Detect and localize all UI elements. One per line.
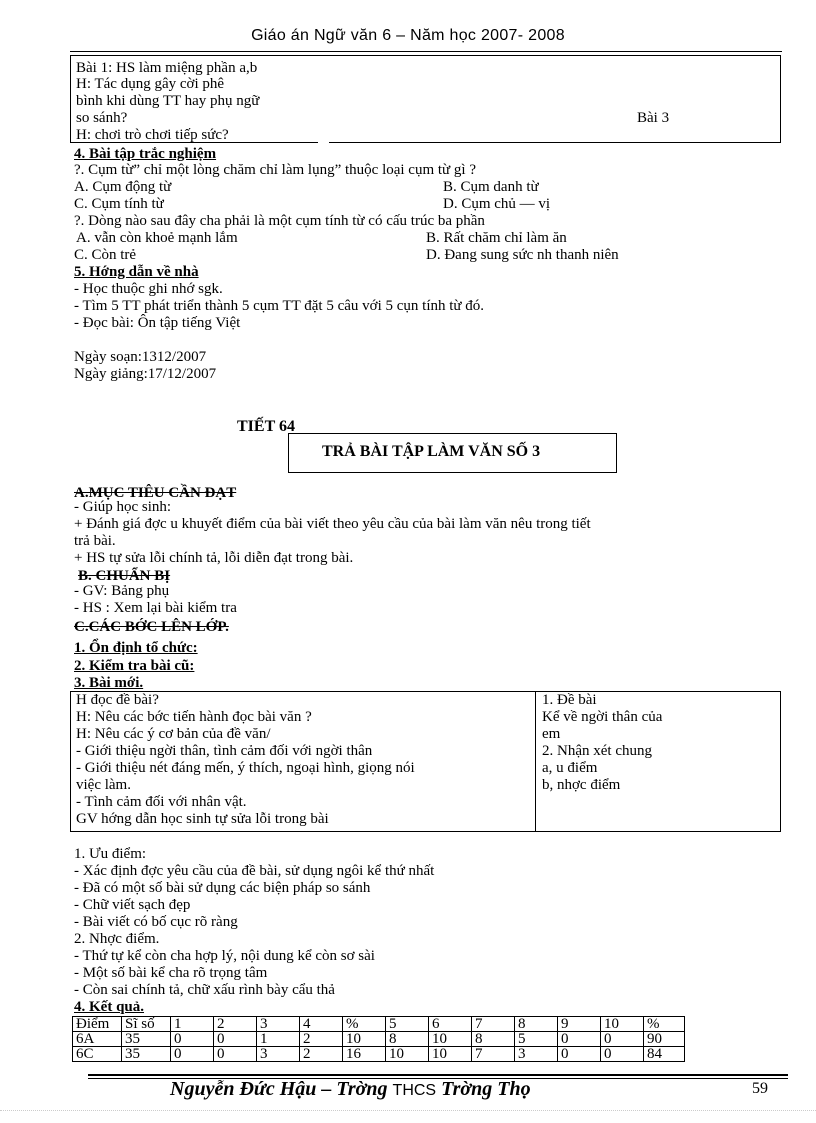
review-line: - Chữ viết sạch đẹp xyxy=(74,897,191,913)
date-taught: Ngày giảng:17/12/2007 xyxy=(74,366,217,382)
section-4-title: 4. Bài tập trắc nghiệm xyxy=(74,146,217,162)
section-a-line: + HS tự sửa lỗi chính tả, lỗi diễn đạt trong bài. xyxy=(74,550,354,566)
top-box-right: Bài 3 xyxy=(637,110,670,126)
footer-name: Nguyễn Đức Hậu – Trờng xyxy=(170,1078,388,1100)
q2-option-c: C. Còn trẻ xyxy=(74,247,137,263)
top-box-line: Bài 1: HS làm miệng phần a,b xyxy=(76,60,258,76)
results-header-cell: Điểm xyxy=(73,1017,122,1032)
results-cell: 0 xyxy=(171,1047,214,1062)
date-prepared: Ngày soạn:1312/2007 xyxy=(74,349,207,365)
lesson-label: TIẾT 64 xyxy=(237,418,295,435)
review-line: - Thứ tự kể còn cha hợp lý, nội dung kể còn sơ sài xyxy=(74,948,375,964)
lesson-left-line: H đọc đề bài? xyxy=(76,692,159,708)
results-cell: 10 xyxy=(429,1032,472,1047)
section-b-line: - HS : Xem lại bài kiểm tra xyxy=(74,600,237,616)
results-cell: 35 xyxy=(122,1047,171,1062)
results-cell: 6C xyxy=(73,1047,122,1062)
top-box-line: H: Tác dụng gây cời phê xyxy=(76,76,225,92)
lesson-left-line: H: Nêu các ý cơ bản của đề văn/ xyxy=(76,726,271,742)
footer-rule-top xyxy=(88,1074,788,1076)
results-cell: 0 xyxy=(171,1032,214,1047)
q2-option-b: B. Rất chăm chỉ làm ăn xyxy=(426,230,567,246)
results-header-cell: % xyxy=(644,1017,685,1032)
results-cell: 10 xyxy=(343,1032,386,1047)
results-table xyxy=(72,1016,685,1062)
q2-option-a: A. vẫn còn khoẻ mạnh lắm xyxy=(76,230,238,246)
question-2: ?. Dòng nào sau đây cha phải là một cụm tính từ có cấu trúc ba phần xyxy=(74,213,485,229)
q2-option-d: D. Đang sung sức nh thanh niên xyxy=(426,247,619,263)
top-box-line: so sánh? xyxy=(76,110,128,126)
review-line: 2. Nhợc điểm. xyxy=(74,931,160,947)
lesson-left-line: GV hớng dẫn học sinh tự sửa lỗi trong bài xyxy=(76,811,329,827)
results-header-cell: 1 xyxy=(171,1017,214,1032)
lesson-left-line: - Tình cảm đối với nhân vật. xyxy=(76,794,247,810)
results-cell: 1 xyxy=(257,1032,300,1047)
results-cell: 0 xyxy=(214,1032,257,1047)
page-number: 59 xyxy=(752,1080,768,1097)
lesson-left-line: việc làm. xyxy=(76,777,131,793)
section-a-title: A.MỤC TIÊU CẦN ĐẠT xyxy=(74,485,237,501)
section-5-title: 5. Hớng dẫn về nhà xyxy=(74,264,199,280)
top-box-line: bình khi dùng TT hay phụ ngữ xyxy=(76,93,260,109)
lesson-right-line: 2. Nhận xét chung xyxy=(542,743,652,759)
results-cell: 35 xyxy=(122,1032,171,1047)
footer-school: Trờng Thọ xyxy=(441,1078,531,1100)
results-cell: 0 xyxy=(601,1032,644,1047)
step-1: 1. Ổn định tổ chức: xyxy=(74,640,198,656)
step-3: 3. Bài mới. xyxy=(74,675,144,691)
results-cell: 0 xyxy=(214,1047,257,1062)
results-cell: 0 xyxy=(558,1047,601,1062)
section-a-line: + Đánh giá đợc u khuyết điểm của bài viết theo yêu cầu của bài làm văn nêu trong tiết xyxy=(74,516,591,532)
top-box-line: H: chơi trò chơi tiếp sức? xyxy=(76,127,229,143)
results-header-row xyxy=(73,1017,685,1032)
results-header-cell: 9 xyxy=(558,1017,601,1032)
section-a-line: trả bài. xyxy=(74,533,116,549)
page-header: Giáo án Ngữ văn 6 – Năm học 2007- 2008 xyxy=(251,27,565,44)
review-line: - Còn sai chính tả, chữ xấu rình bày cẩu thả xyxy=(74,982,335,998)
lesson-left-line: - Giới thiệu nét đáng mến, ý thích, ngoại hình, giọng nói xyxy=(76,760,415,776)
lesson-right-line: b, nhợc điểm xyxy=(542,777,621,793)
results-cell: 0 xyxy=(558,1032,601,1047)
results-header-cell: 7 xyxy=(472,1017,515,1032)
review-line: - Đã có một số bài sử dụng các biện pháp so sánh xyxy=(74,880,371,896)
footer-author xyxy=(170,1078,531,1101)
footer-school-prefix: THCS xyxy=(392,1082,437,1099)
lesson-right-line: em xyxy=(542,726,561,742)
section-a-line: - Giúp học sinh: xyxy=(74,499,172,515)
homework-line: - Tìm 5 TT phát triển thành 5 cụm TT đặt 5 câu với 5 cụn tính từ đó. xyxy=(74,298,485,314)
section-b-line: - GV: Bảng phụ xyxy=(74,583,170,599)
review-line: 1. Ưu điểm: xyxy=(74,846,147,862)
results-header-cell: 10 xyxy=(601,1017,644,1032)
header-rule xyxy=(70,51,782,52)
results-cell: 3 xyxy=(515,1047,558,1062)
review-line: - Một số bài kể cha rõ trọng tâm xyxy=(74,965,268,981)
results-header-cell: 3 xyxy=(257,1017,300,1032)
results-cell: 7 xyxy=(472,1047,515,1062)
section-c-title: C.CÁC BỚC LÊN LỚP. xyxy=(74,619,229,635)
section-b-title: B. CHUẨN BỊ xyxy=(78,568,171,584)
section-4b-title: 4. Kết quả. xyxy=(74,999,145,1015)
lesson-right-line: a, u điểm xyxy=(542,760,598,776)
results-cell: 16 xyxy=(343,1047,386,1062)
lesson-left-line: - Giới thiệu ngời thân, tình cảm đối với ngời thân xyxy=(76,743,373,759)
top-box-bottom-right xyxy=(329,142,781,143)
review-line: - Bài viết có bố cục rõ ràng xyxy=(74,914,238,930)
question-1: ?. Cụm từ” chỉ một lòng chăm chỉ làm lụng” thuộc loại cụm từ gì ? xyxy=(74,162,477,178)
results-header-cell: Sĩ số xyxy=(122,1017,171,1032)
lesson-left-line: H: Nêu các bớc tiến hành đọc bài văn ? xyxy=(76,709,312,725)
results-cell: 0 xyxy=(601,1047,644,1062)
results-header-cell: 2 xyxy=(214,1017,257,1032)
q1-option-d: D. Cụm chủ — vị xyxy=(443,196,551,212)
results-row-6c xyxy=(73,1047,685,1062)
q1-option-c: C. Cụm tính từ xyxy=(74,196,164,212)
lesson-title: TRẢ BÀI TẬP LÀM VĂN SỐ 3 xyxy=(322,443,541,460)
results-cell: 8 xyxy=(472,1032,515,1047)
results-cell: 5 xyxy=(515,1032,558,1047)
results-cell: 3 xyxy=(257,1047,300,1062)
step-2: 2. Kiểm tra bài cũ: xyxy=(74,658,195,674)
results-cell: 84 xyxy=(644,1047,685,1062)
lesson-right-line: 1. Đề bài xyxy=(542,692,597,708)
results-header-cell: 4 xyxy=(300,1017,343,1032)
homework-line: - Đọc bài: Ôn tập tiếng Việt xyxy=(74,315,241,331)
results-header-cell: 6 xyxy=(429,1017,472,1032)
q1-option-b: B. Cụm danh từ xyxy=(443,179,539,195)
results-row-6a xyxy=(73,1032,685,1047)
results-cell: 90 xyxy=(644,1032,685,1047)
lesson-box-divider xyxy=(535,691,536,832)
page-bottom-dots xyxy=(0,1110,816,1111)
results-cell: 10 xyxy=(429,1047,472,1062)
review-line: - Xác định đợc yêu cầu của đề bài, sử dụng ngôi kể thứ nhất xyxy=(74,863,435,879)
results-cell: 6A xyxy=(73,1032,122,1047)
results-header-cell: 5 xyxy=(386,1017,429,1032)
results-header-cell: % xyxy=(343,1017,386,1032)
results-cell: 2 xyxy=(300,1032,343,1047)
q1-option-a: A. Cụm động từ xyxy=(74,179,172,195)
lesson-right-line: Kể về ngời thân của xyxy=(542,709,663,725)
results-cell: 2 xyxy=(300,1047,343,1062)
results-cell: 8 xyxy=(386,1032,429,1047)
results-cell: 10 xyxy=(386,1047,429,1062)
homework-line: - Học thuộc ghi nhớ sgk. xyxy=(74,281,223,297)
results-header-cell: 8 xyxy=(515,1017,558,1032)
